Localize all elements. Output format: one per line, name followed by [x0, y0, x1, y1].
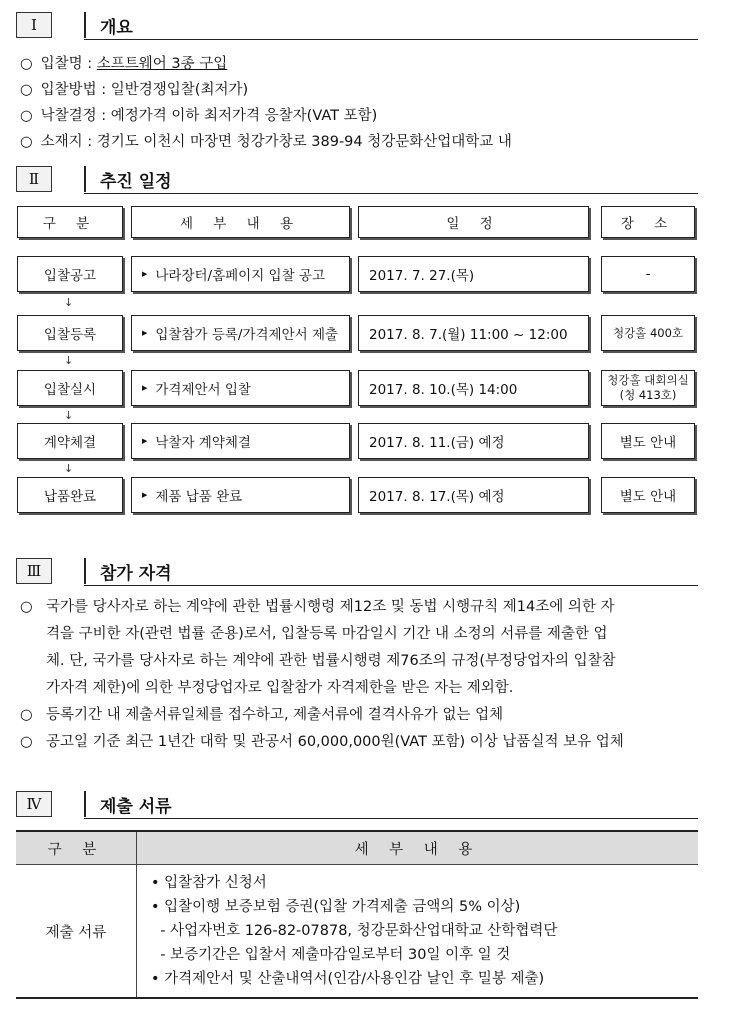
documents-header-category: 구 분	[16, 831, 137, 865]
schedule-place: 별도 안내	[601, 423, 695, 459]
down-arrow-icon: ↓	[64, 296, 74, 309]
section-4-header	[16, 791, 698, 817]
schedule-detail: ▶ 입찰참가 등록/가격제안서 제출	[131, 315, 350, 351]
section-title: 추진 일정	[100, 172, 172, 192]
list-item: • 입찰참가 신청서	[151, 875, 267, 891]
section-number: Ⅰ	[16, 12, 52, 38]
list-item: • 입찰이행 보증보험 증권(입찰 가격제출 금액의 5% 이상)	[151, 899, 521, 915]
section-number: Ⅱ	[16, 166, 52, 192]
schedule-category: 계약체결	[17, 423, 123, 459]
section-2-header	[16, 166, 698, 192]
section-3-header	[16, 558, 698, 584]
triangle-marker-icon: ▶	[142, 491, 148, 499]
triangle-marker-icon: ▶	[142, 437, 148, 445]
schedule-detail: ▶ 가격제안서 입찰	[131, 370, 350, 406]
list-item: • 가격제안서 및 산출내역서(인감/사용인감 날인 후 밀봉 제출)	[151, 971, 545, 987]
schedule-detail: ▶ 낙찰자 계약체결	[131, 423, 350, 459]
overview-item: ○ 입찰명 : 소프트웨어 3종 구입	[20, 56, 228, 72]
schedule-place: -	[601, 256, 695, 292]
documents-category: 제출 서류	[16, 865, 137, 999]
list-item: - 보증기간은 입찰서 제출마감일로부터 30일 이후 일 것	[151, 947, 511, 963]
schedule-header-date: 일 정	[358, 206, 589, 238]
schedule-detail: ▶ 나라장터/홈페이지 입찰 공고	[131, 256, 350, 292]
triangle-marker-icon: ▶	[142, 329, 148, 337]
section-number: Ⅲ	[16, 558, 52, 584]
down-arrow-icon: ↓	[64, 354, 74, 367]
section-number: Ⅳ	[16, 791, 52, 817]
schedule-detail: ▶ 제품 납품 완료	[131, 477, 350, 513]
schedule-date: 2017. 8. 17.(목) 예정	[358, 477, 589, 513]
schedule-date: 2017. 7. 27.(목)	[358, 256, 589, 292]
overview-item: ○ 낙찰결정 : 예정가격 이하 최저가격 응찰자(VAT 포함)	[20, 108, 378, 124]
list-item: - 사업자번호 126-82-07878, 청강문화산업대학교 산학협력단	[151, 923, 558, 939]
triangle-marker-icon: ▶	[142, 270, 148, 278]
triangle-marker-icon: ▶	[142, 384, 148, 392]
schedule-header-detail: 세 부 내 용	[131, 206, 350, 238]
section-title: 제출 서류	[100, 797, 172, 817]
schedule-category: 입찰등록	[17, 315, 123, 351]
schedule-category: 납품완료	[17, 477, 123, 513]
schedule-header-category: 구 분	[17, 206, 123, 238]
schedule-date: 2017. 8. 10.(목) 14:00	[358, 370, 589, 406]
schedule-place: 청강홀 대회의실 (청 413호)	[601, 370, 695, 406]
documents-detail	[137, 865, 699, 999]
schedule-category: 입찰실시	[17, 370, 123, 406]
documents-header-detail: 세 부 내 용	[137, 831, 699, 865]
schedule-place: 별도 안내	[601, 477, 695, 513]
schedule-place: 청강홀 400호	[601, 315, 695, 351]
schedule-category: 입찰공고	[17, 256, 123, 292]
down-arrow-icon: ↓	[64, 462, 74, 475]
section-title: 개요	[100, 18, 133, 38]
overview-item: ○ 소재지 : 경기도 이천시 마장면 청강가창로 389-94 청강문화산업대학교 내	[20, 134, 512, 150]
down-arrow-icon: ↓	[64, 409, 74, 422]
section-title: 참가 자격	[100, 564, 172, 584]
documents-table	[16, 830, 698, 999]
qualification-text: ○ 국가를 당사자로 하는 계약에 관한 법률시행령 제12조 및 동법 시행규칙 제14조에 의한 자 격을 구비한 자(관련 법률 준용)로서, 입찰등록 마감일시 기간 내 소정의 서류를 제출한 업 체. 단, 국가를 당사자로 하는 계약에 관한 법률시행령 제76조의 규정(부정당업자의 입찰참 가자격 제한)에 의한 부정당업자로 입찰참가 자격제한을 받은 자는 제외함. ○ 등록기간 내 제출서류일체를 접수하고, 제출서류에 결격사유가 없는 업체 ○ 공고일 기준 최근 1년간 대학 및 관공서 60,000,000원(VAT 포함) 이상 납품실적 보유 업체	[20, 599, 624, 750]
schedule-date: 2017. 8. 11.(금) 예정	[358, 423, 589, 459]
section-1-header	[16, 12, 698, 38]
schedule-header-place: 장 소	[601, 206, 695, 238]
overview-item: ○ 입찰방법 : 일반경쟁입찰(최저가)	[20, 82, 249, 98]
schedule-date: 2017. 8. 7.(월) 11:00 ~ 12:00	[358, 315, 589, 351]
